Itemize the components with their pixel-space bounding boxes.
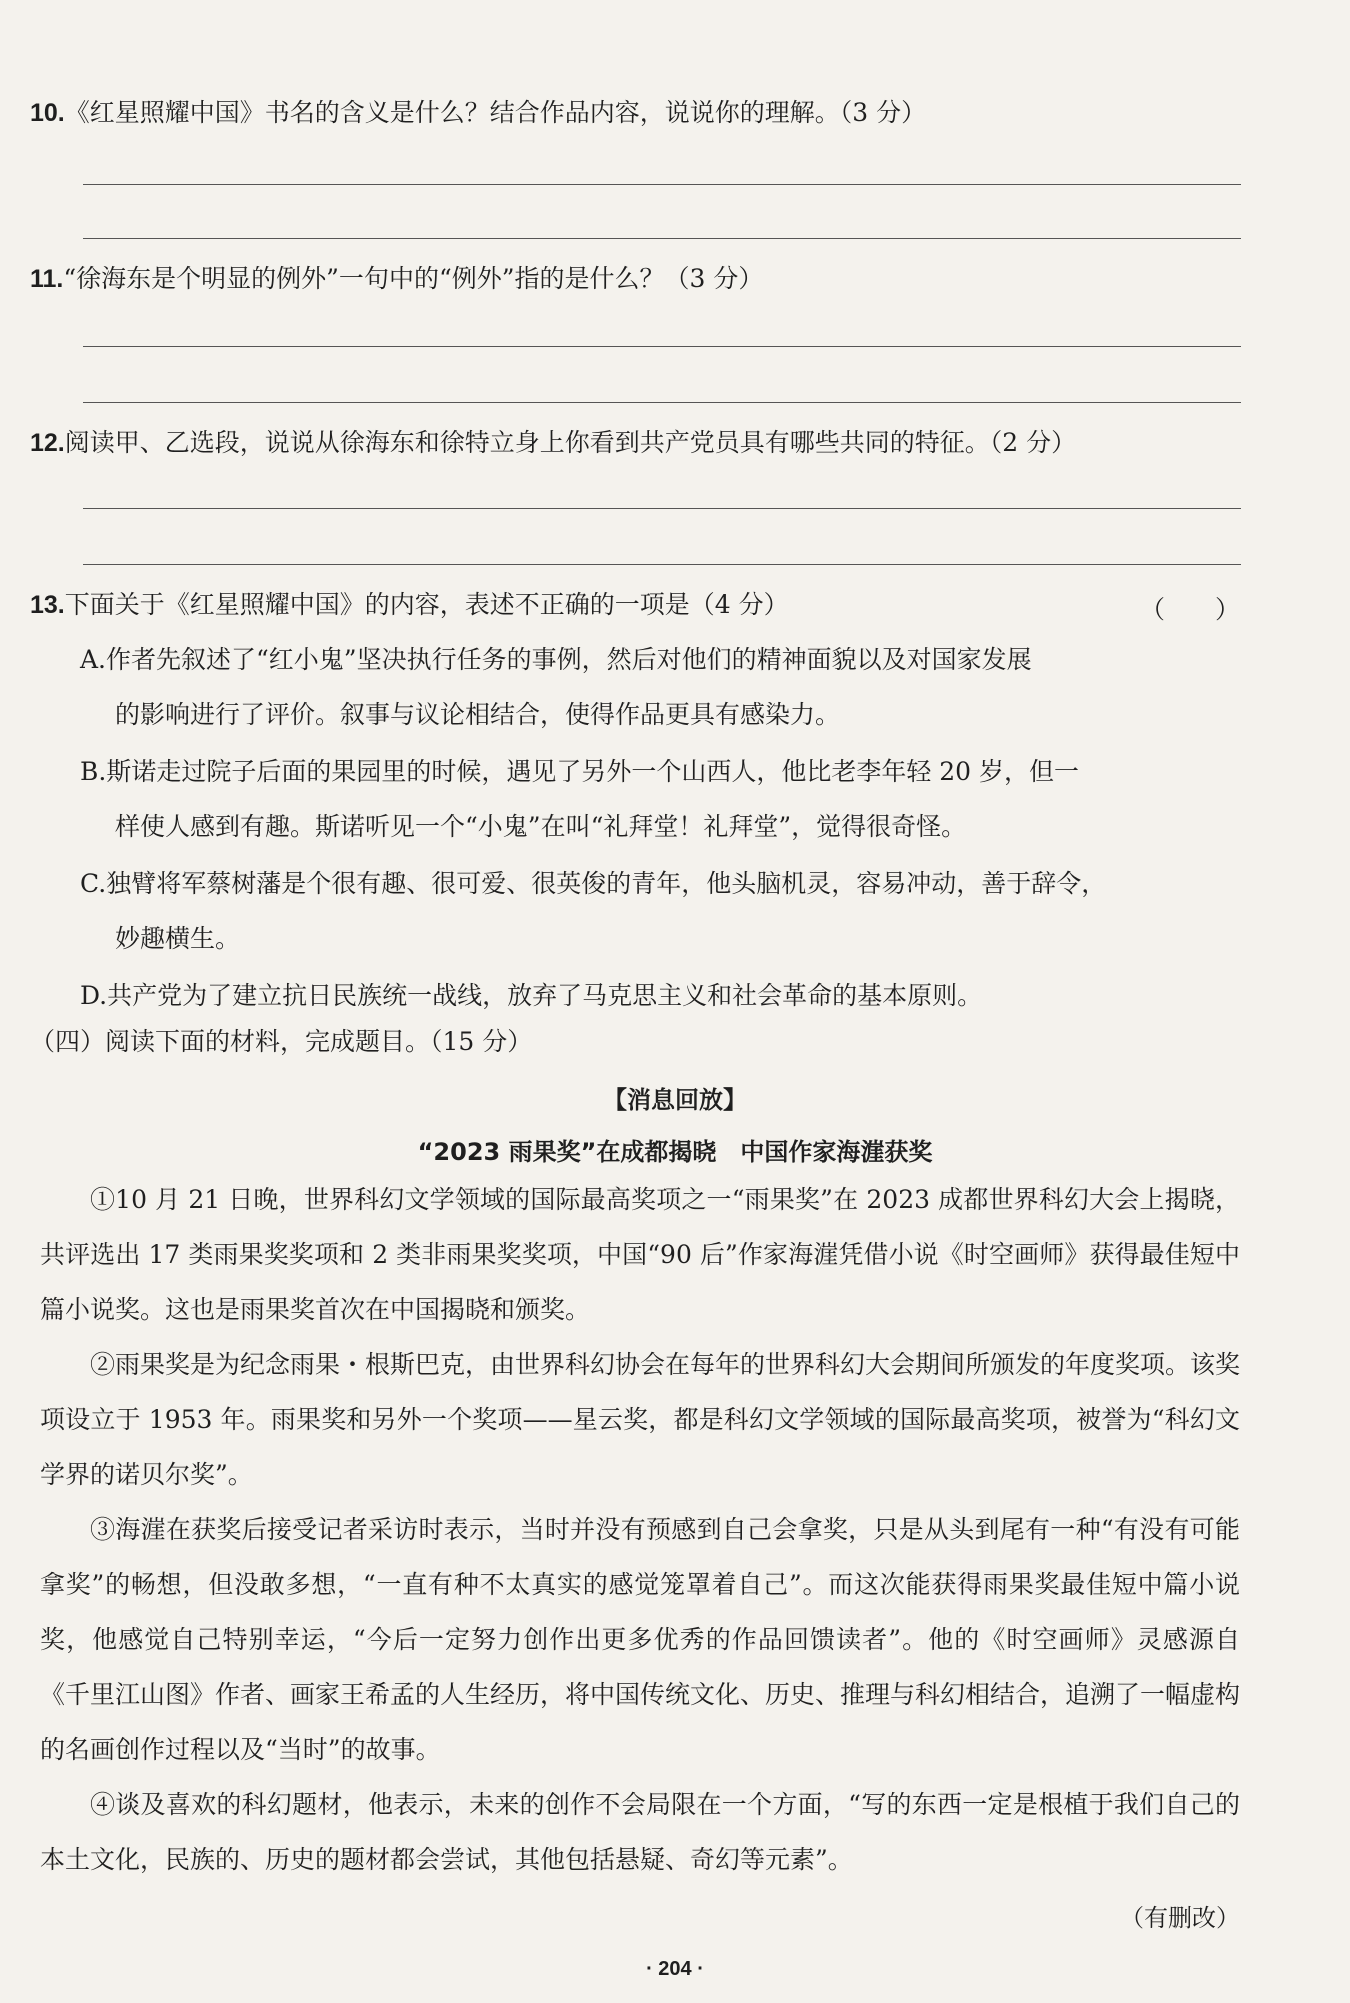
question-10 bbox=[30, 98, 1240, 128]
option-a bbox=[80, 632, 1245, 742]
option-c bbox=[80, 856, 1245, 966]
question-text: 下面关于《红星照耀中国》的内容，表述不正确的一项是（4 分） bbox=[64, 590, 789, 619]
option-text-line2: 妙趣横生。 bbox=[115, 924, 241, 953]
paragraph-2: ②雨果奖是为纪念雨果・根斯巴克，由世界科幻协会在每年的世界科幻大会期间所颁发的年度奖项。该奖项设立于 1953 年。雨果奖和另外一个奖项——星云奖，都是科幻文学领域的国际最高奖项，被誉为“科幻文学界的诺贝尔奖”。 bbox=[40, 1350, 1241, 1489]
question-12 bbox=[30, 428, 1240, 458]
option-text-line2: 样使人感到有趣。斯诺听见一个“小鬼”在叫“礼拜堂！礼拜堂”，觉得很奇怪。 bbox=[115, 812, 967, 841]
answer-line bbox=[83, 508, 1241, 509]
paragraph-4: ④谈及喜欢的科幻题材，他表示，未来的创作不会局限在一个方面，“写的东西一定是根植于我们自己的本土文化，民族的、历史的题材都会尝试，其他包括悬疑、奇幻等元素”。 bbox=[40, 1790, 1240, 1874]
answer-line bbox=[83, 184, 1241, 185]
option-label: D. bbox=[80, 981, 108, 1010]
answer-line bbox=[83, 238, 1241, 239]
option-text-line1: 斯诺走过院子后面的果园里的时候，遇见了另外一个山西人，他比老李年轻 20 岁，但一 bbox=[106, 757, 1080, 786]
option-text-line1: 独臂将军蔡树藩是个很有趣、很可爱、很英俊的青年，他头脑机灵，容易冲动，善于辞令， bbox=[106, 869, 1107, 898]
question-number: 12. bbox=[30, 429, 65, 457]
question-text: “徐海东是个明显的例外”一句中的“例外”指的是什么？（3 分） bbox=[63, 264, 764, 293]
paragraph-3: ③海漄在获奖后接受记者采访时表示，当时并没有预感到自己会拿奖，只是从头到尾有一种“有没有可能拿奖”的畅想，但没敢多想，“一直有种不太真实的感觉笼罩着自己”。而这次能获得雨果奖最佳短中篇小说奖，他感觉自己特别幸运，“今后一定努力创作出更多优秀的作品回馈读者”。他的《时空画师》灵感源自《千里江山图》作者、画家王希孟的人生经历，将中国传统文化、历史、推理与科幻相结合，追溯了一幅虚构的名画创作过程以及“当时”的故事。 bbox=[40, 1515, 1241, 1764]
option-label: C. bbox=[80, 869, 107, 898]
question-13 bbox=[30, 590, 1240, 620]
question-number: 13. bbox=[30, 591, 65, 619]
question-number: 10. bbox=[30, 99, 65, 127]
option-label: A. bbox=[80, 645, 107, 674]
option-label: B. bbox=[80, 757, 107, 786]
option-text-line2: 的影响进行了评价。叙事与议论相结合，使得作品更具有感染力。 bbox=[115, 700, 841, 729]
option-text-line1: 作者先叙述了“红小鬼”坚决执行任务的事例，然后对他们的精神面貌以及对国家发展 bbox=[106, 645, 1032, 674]
paragraph-1: ①10 月 21 日晚，世界科幻文学领域的国际最高奖项之一“雨果奖”在 2023 成都世界科幻大会上揭晓，共评选出 17 类雨果奖奖项和 2 类非雨果奖奖项，中国“90 后”作家海漄凭借小说《时空画师》获得最佳短中篇小说奖。这也是雨果奖首次在中国揭晓和颁奖。 bbox=[40, 1185, 1240, 1324]
question-text: 阅读甲、乙选段，说说从徐海东和徐特立身上你看到共产党员具有哪些共同的特征。（2 分） bbox=[64, 428, 1077, 457]
question-number: 11. bbox=[30, 265, 64, 293]
answer-line bbox=[83, 564, 1241, 565]
answer-bracket: （ ） bbox=[1139, 595, 1240, 624]
source-note: （有删改） bbox=[1120, 1904, 1240, 1932]
option-b bbox=[80, 744, 1245, 854]
answer-line bbox=[83, 346, 1241, 347]
answer-line bbox=[83, 402, 1241, 403]
option-text-line1: 共产党为了建立抗日民族统一战线，放弃了马克思主义和社会革命的基本原则。 bbox=[107, 981, 983, 1010]
option-d bbox=[80, 968, 1245, 1023]
material-title: “2023 雨果奖”在成都揭晓 中国作家海漄获奖 bbox=[417, 1138, 933, 1166]
question-text: 《红星照耀中国》书名的含义是什么？结合作品内容，说说你的理解。（3 分） bbox=[64, 98, 927, 127]
question-11 bbox=[30, 264, 1240, 294]
material-heading: 【消息回放】 bbox=[603, 1086, 747, 1114]
section-heading: （四）阅读下面的材料，完成题目。（15 分） bbox=[30, 1027, 533, 1056]
page-number: · 204 · bbox=[646, 1958, 704, 1980]
